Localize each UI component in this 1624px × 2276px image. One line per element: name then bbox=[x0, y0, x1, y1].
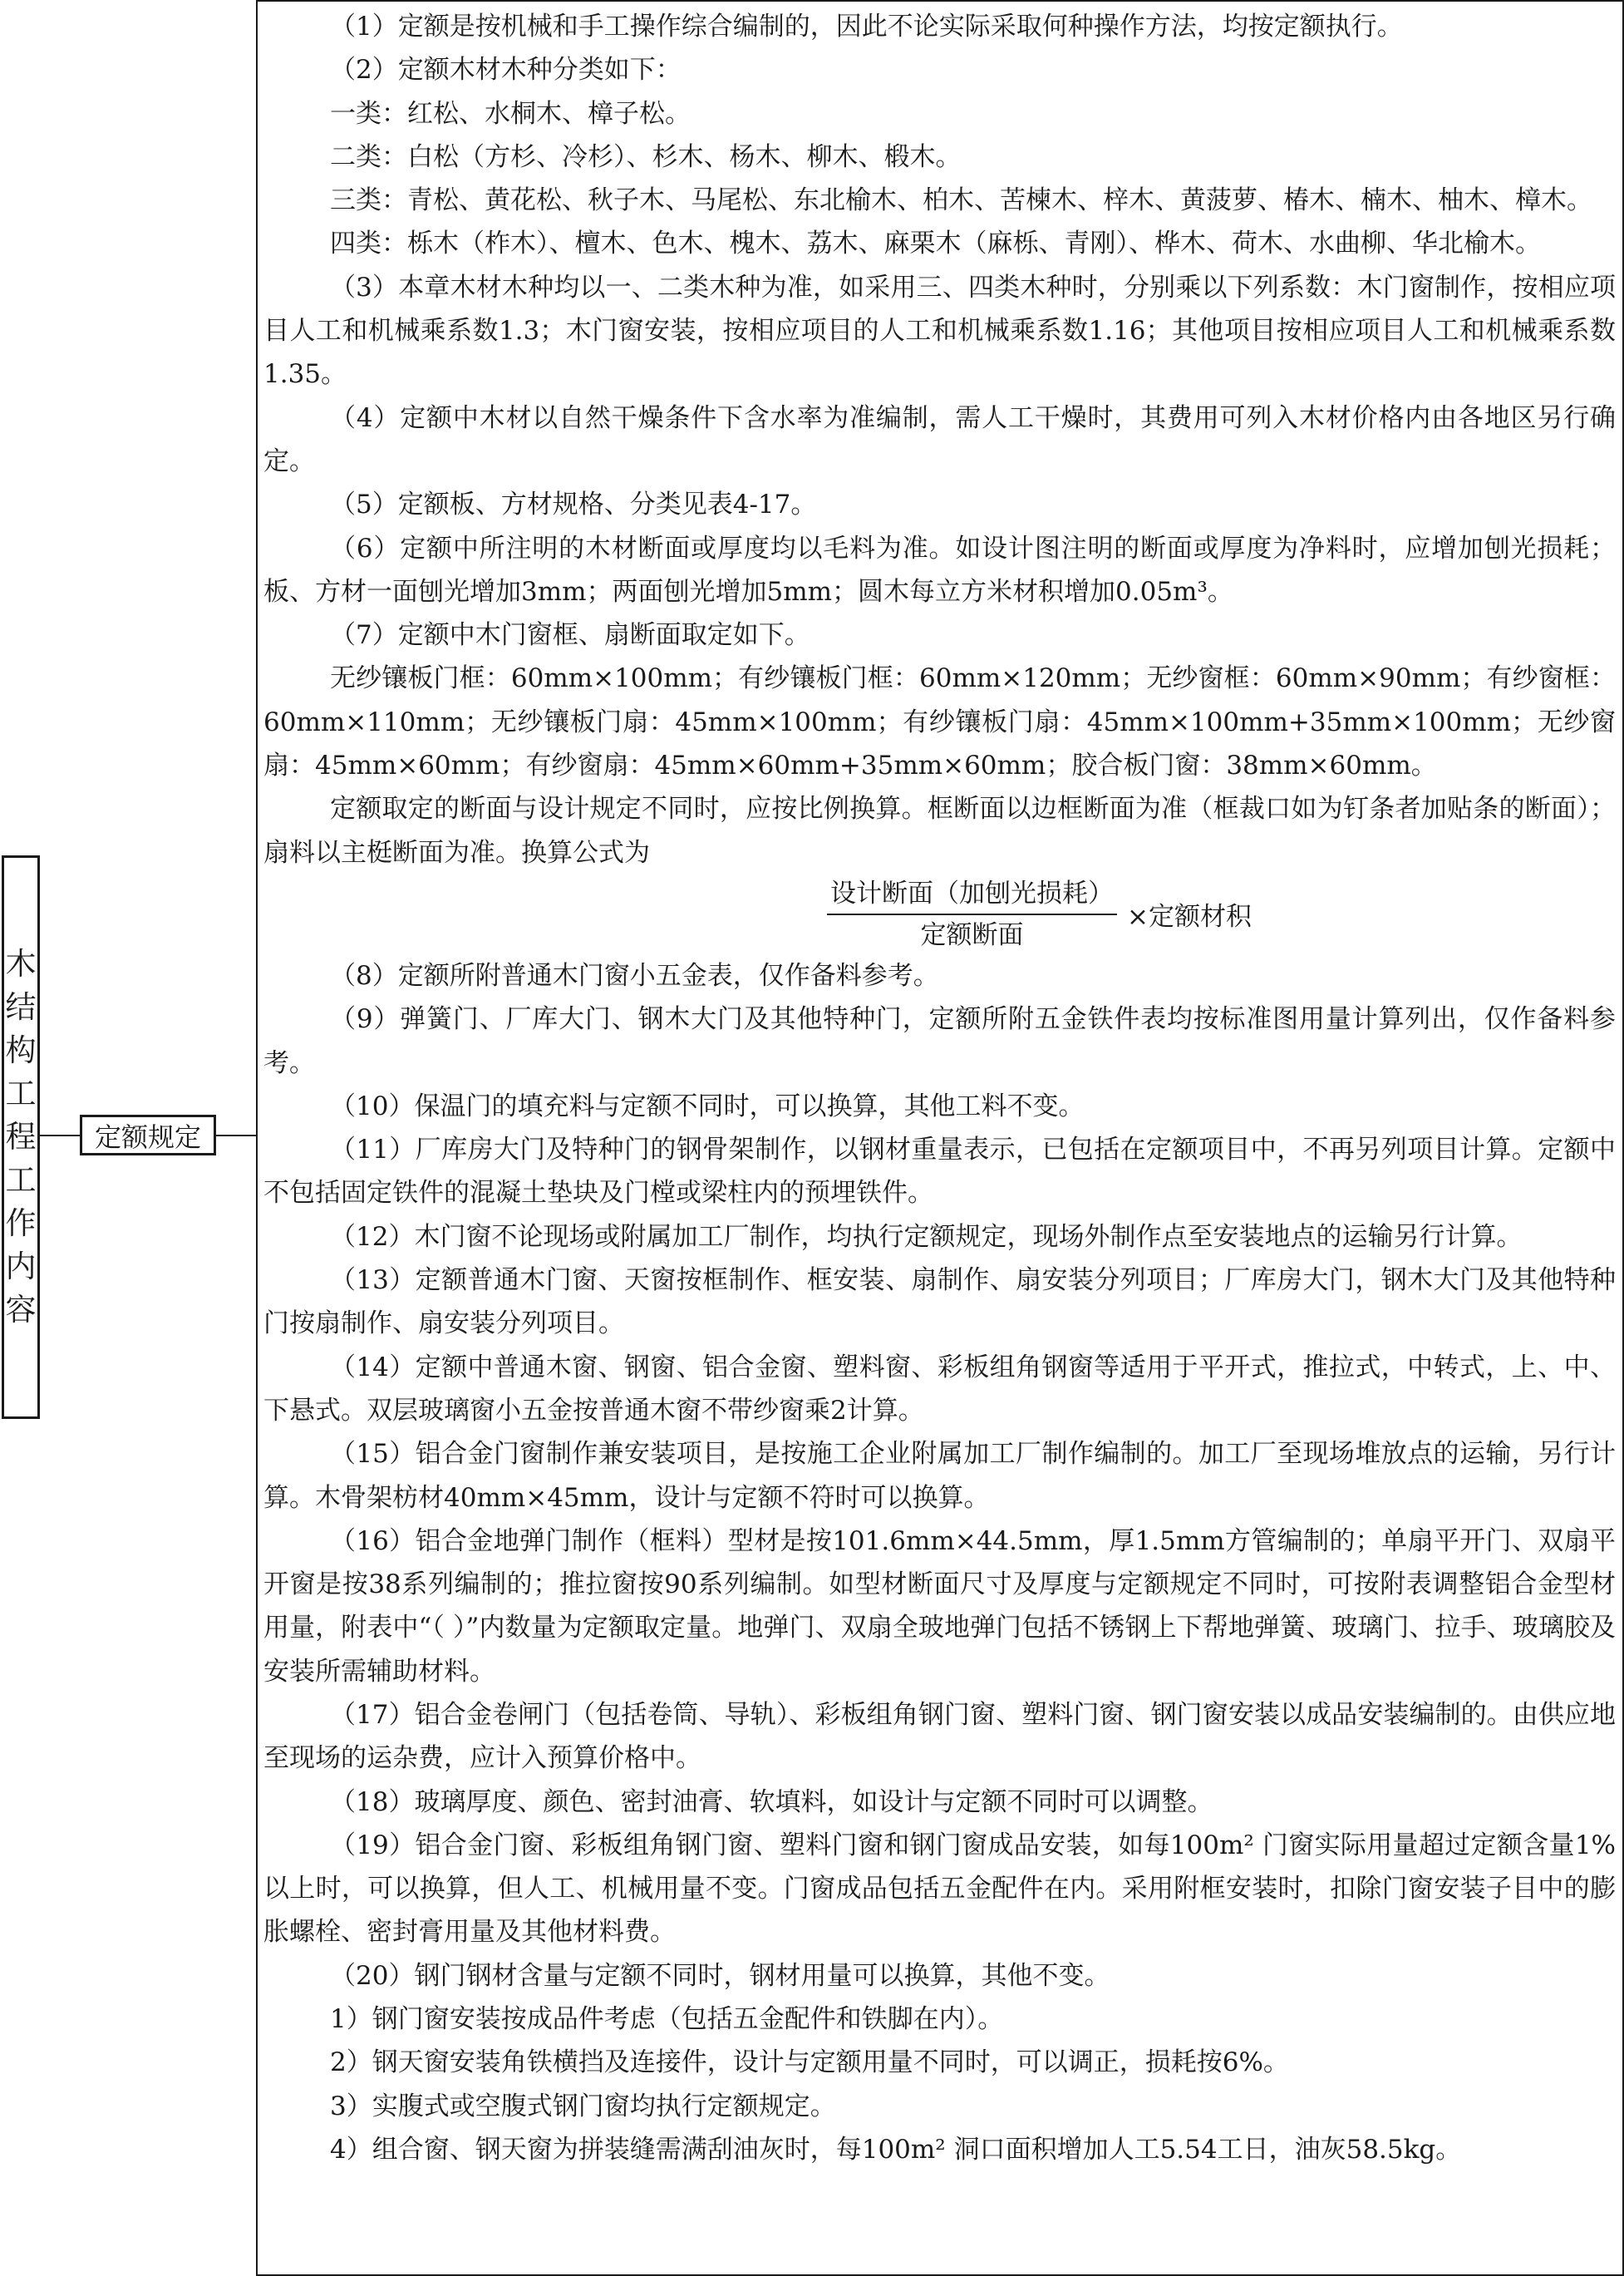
paragraph: 三类：青松、黄花松、秋子木、马尾松、东北榆木、柏木、苦楝木、梓木、黄菠萝、椿木、楠木、柚木、樟木。 bbox=[330, 185, 1592, 216]
chapter-title-char: 构 bbox=[5, 1032, 37, 1068]
chapter-title-char: 结 bbox=[5, 989, 37, 1025]
paragraph: （18）玻璃厚度、颜色、密封油膏、软填料，如设计与定额不同时可以调整。 bbox=[330, 1786, 1213, 1817]
connector-line bbox=[216, 1135, 256, 1136]
formula-numerator: 设计断面（加刨光损耗） bbox=[827, 875, 1117, 915]
paragraph: 4）组合窗、钢天窗为拼装缝需满刮油灰时，每100m² 洞口面积增加人工5.54工日，油灰58.5kg。 bbox=[330, 2134, 1462, 2165]
paragraph: （6）定额中所注明的木材断面或厚度均以毛料为准。如设计图注明的断面或厚度为净料时，应增加刨光损耗；板、方材一面刨光增加3mm；两面刨光增加5mm；圆木每立方米材积增加0.05m³。 bbox=[263, 533, 1616, 607]
paragraph: （7）定额中木门窗框、扇断面取定如下。 bbox=[330, 620, 810, 651]
paragraph: 1）钢门窗安装按成品件考虑（包括五金配件和铁脚在内）。 bbox=[330, 2004, 1004, 2035]
paragraph: （12）木门窗不论现场或附属加工厂制作，均执行定额规定，现场外制作点至安装地点的运输另行计算。 bbox=[330, 1221, 1523, 1252]
conversion-formula bbox=[263, 874, 1616, 954]
connector-line bbox=[40, 1135, 80, 1136]
formula-multiplier: ×定额材积 bbox=[1127, 902, 1252, 933]
chapter-title-char: 作 bbox=[5, 1205, 37, 1241]
paragraph: （10）保温门的填充料与定额不同时，可以换算，其他工料不变。 bbox=[330, 1091, 1085, 1121]
paragraph: （3）本章木材木种均以一、二类木种为准，如采用三、四类木种时，分别乘以下列系数：木门窗制作，按相应项目人工和机械乘系数1.3；木门窗安装，按相应项目的人工和机械乘系数1.16；其他项目按相应项目人工和机械乘系数1.35。 bbox=[263, 272, 1616, 390]
chapter-title-char: 工 bbox=[5, 1076, 37, 1111]
paragraph: （15）铝合金门窗制作兼安装项目，是按施工企业附属加工厂制作编制的。加工厂至现场堆放点的运输，另行计算。木骨架枋材40mm×45mm，设计与定额不符时可以换算。 bbox=[263, 1439, 1616, 1513]
paragraph: （4）定额中木材以自然干燥条件下含水率为准编制，需人工干燥时，其费用可列入木材价格内由各地区另行确定。 bbox=[263, 402, 1616, 476]
paragraph: （9）弹簧门、厂库大门、钢木大门及其他特种门，定额所附五金铁件表均按标准图用量计算列出，仅作备料参考。 bbox=[263, 1004, 1616, 1078]
chapter-title-char: 内 bbox=[5, 1249, 37, 1284]
paragraph: 2）钢天窗安装角铁横挡及连接件，设计与定额用量不同时，可以调正，损耗按6%。 bbox=[330, 2047, 1289, 2078]
paragraph: （20）钢门钢材含量与定额不同时，钢材用量可以换算，其他不变。 bbox=[330, 1960, 1110, 1991]
paragraph: 四类：栎木（柞木）、檀木、色木、槐木、荔木、麻栗木（麻栎、青刚）、桦木、荷木、水曲柳、华北榆木。 bbox=[330, 229, 1541, 259]
paragraph: 定额取定的断面与设计规定不同时，应按比例换算。框断面以边框断面为准（框裁口如为钉条者加贴条的断面）；扇料以主梃断面为准。换算公式为 bbox=[263, 794, 1616, 868]
chapter-title-char: 木 bbox=[5, 946, 37, 982]
paragraph: （16）铝合金地弹门制作（框料）型材是按101.6mm×44.5mm，厚1.5mm方管编制的；单扇平开门、双扇平开窗是按38系列编制的；推拉窗按90系列编制。如型材断面尺寸及厚度与定额规定不同时，可按附表调整铝合金型材用量，附表中“（ ）”内数量为定额取定量。地弹门、双扇全玻地弹门包括不锈钢上下帮地弹簧、玻璃门、拉手、玻璃胶及安装所需辅助材料。 bbox=[263, 1525, 1616, 1687]
paragraph: （11）厂库房大门及特种门的钢骨架制作，以钢材重量表示，已包括在定额项目中，不再另列项目计算。定额中不包括固定铁件的混凝土垫块及门樘或梁柱内的预埋铁件。 bbox=[263, 1135, 1616, 1209]
paragraph: （13）定额普通木门窗、天窗按框制作、框安装、扇制作、扇安装分列项目；厂库房大门，钢木大门及其他特种门按扇制作、扇安装分列项目。 bbox=[263, 1265, 1616, 1339]
paragraph: （1）定额是按机械和手工操作综合编制的，因此不论实际采取何种操作方法，均按定额执行。 bbox=[330, 12, 1403, 42]
paragraph: 二类：白松（方杉、冷杉）、杉木、杨木、柳木、椴木。 bbox=[330, 141, 962, 172]
paragraph: （14）定额中普通木窗、钢窗、铝合金窗、塑料窗、彩板组角钢窗等适用于平开式，推拉式，中转式，上、中、下悬式。双层玻璃窗小五金按普通木窗不带纱窗乘2计算。 bbox=[263, 1352, 1616, 1426]
paragraph: （19）铝合金门窗、彩板组角钢门窗、塑料门窗和钢门窗成品安装，如每100m² 门窗实际用量超过定额含量1%以上时，可以换算，但人工、机械用量不变。门窗成品包括五金配件在内。采用附框安装时，扣除门窗安装子目中的膨胀螺栓、密封膏用量及其他材料费。 bbox=[263, 1830, 1616, 1948]
paragraph: （2）定额木材木种分类如下： bbox=[330, 55, 682, 86]
chapter-title-char: 容 bbox=[5, 1292, 37, 1328]
paragraph: 一类：红松、水桐木、樟子松。 bbox=[330, 98, 691, 129]
paragraph: （8）定额所附普通木门窗小五金表，仅作备料参考。 bbox=[330, 960, 939, 991]
formula-fraction bbox=[827, 875, 1117, 953]
paragraph: 无纱镶板门框：60mm×100mm；有纱镶板门框：60mm×120mm；无纱窗框：60mm×90mm；有纱窗框：60mm×110mm；无纱镶板门扇：45mm×100mm；有纱镶板门扇：45mm×100mm+35mm×100mm；无纱窗扇：45mm×60mm；有纱窗扇：45mm×60mm+35mm×60mm；胶合板门窗：38mm×60mm。 bbox=[263, 663, 1616, 781]
rules-content-box bbox=[256, 0, 1624, 2276]
formula-denominator: 定额断面 bbox=[920, 919, 1024, 950]
paragraph: （17）铝合金卷闸门（包括卷筒、导轨）、彩板组角钢门窗、塑料门窗、钢门窗安装以成品安装编制的。由供应地至现场的运杂费，应计入预算价格中。 bbox=[263, 1699, 1616, 1774]
section-label-box: 定额规定 bbox=[80, 1115, 216, 1155]
chapter-title-box bbox=[2, 855, 40, 1419]
paragraph: 3）实腹式或空腹式钢门窗均执行定额规定。 bbox=[330, 2091, 836, 2121]
paragraph: （5）定额板、方材规格、分类见表4-17。 bbox=[330, 490, 817, 520]
chapter-title-char: 程 bbox=[5, 1119, 37, 1155]
chapter-title-char: 工 bbox=[5, 1162, 37, 1198]
